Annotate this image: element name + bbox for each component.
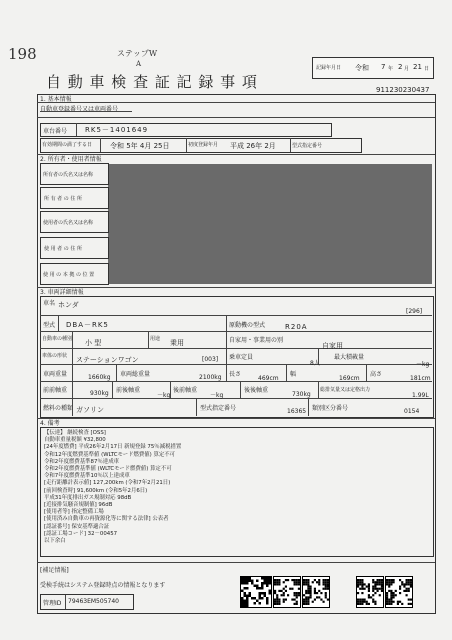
year-unit: 年: [388, 66, 394, 72]
front-axle-value: 930kg: [90, 390, 109, 397]
section4-heading: 4. 備考: [40, 420, 60, 427]
length-value: 469cm: [258, 375, 279, 382]
form-number-value: 16365: [287, 408, 307, 415]
model-label: 型式: [43, 322, 56, 329]
height-label: 高さ: [370, 371, 383, 378]
qr-code-3: [302, 576, 330, 608]
front-rear-axle-label: 前後軸重: [116, 387, 141, 394]
fuel-label: 燃料の種類: [43, 405, 74, 412]
max-load-value: －kg: [416, 361, 430, 368]
displacement-value: 1.99L: [412, 392, 429, 399]
car-name-label: 車名: [43, 300, 56, 307]
remarks-line: [使用者等] 指定整備工場: [44, 509, 104, 516]
capacity-value: 8人: [310, 360, 320, 367]
owner-info-redaction: [108, 164, 432, 284]
record-date-label: 記録年月日: [316, 65, 342, 71]
gross-weight-label: 車両総重量: [120, 371, 151, 378]
record-date-box: [312, 57, 434, 79]
expiry-value: 令和 5年 4月 25日: [110, 142, 170, 150]
handwritten-number: 198: [8, 45, 37, 63]
form-designation-label: 型式指定番号: [292, 143, 323, 149]
width-label: 幅: [290, 371, 297, 378]
front-axle-label: 前前軸重: [43, 387, 68, 394]
remarks-line: [24年度燃費] 平成26年2月17日 新規登録 75％減税措置: [44, 444, 182, 451]
owner-name-label: 所有者の氏名又は名称: [43, 172, 94, 178]
rear-rear-axle-value: 730kg: [292, 391, 311, 398]
handwritten-a: A: [136, 60, 142, 68]
fuel-value: ガソリン: [76, 406, 104, 414]
remarks-line: 平成31年度排出ガス規制対応 98dB: [44, 494, 132, 501]
use-value: 乗用: [170, 339, 184, 347]
management-id-label: 管理ID: [43, 600, 62, 607]
qr-code-5: [385, 576, 413, 608]
remarks-line: 自動車重量税額 ¥32,800: [44, 437, 106, 444]
model-value: DBA－RK5: [66, 321, 109, 329]
private-business-value: 自家用: [322, 342, 343, 350]
width-value: 169cm: [339, 375, 360, 382]
body-shape-value: ステーションワゴン: [76, 356, 139, 364]
qr-code-2: [273, 576, 301, 608]
footer-note: 受検手続はシステム登録時点の情報となります: [40, 582, 166, 589]
record-date-era: 令和: [355, 64, 369, 72]
user-name-label: 使用者の氏名又は名称: [43, 220, 94, 226]
rear-front-axle-value: －kg: [210, 392, 224, 399]
rear-rear-axle-label: 後後軸重: [244, 387, 269, 394]
first-reg-value: 平成 26年 2月: [230, 142, 276, 150]
remarks-line: [認証工場コード] 32－00457: [44, 530, 118, 537]
vehicle-weight-label: 車両重量: [43, 371, 68, 378]
info-heading: [補足情報]: [40, 567, 69, 574]
base-location-label: 使 用 の 本 拠 の 位 置: [43, 272, 95, 278]
qr-code-1: [240, 576, 272, 608]
vehicle-kind-value: 小 型: [85, 339, 102, 347]
remarks-line: [前回検査時] 91,600km (令和5年2月6日): [44, 487, 148, 494]
remarks-line: 令和2年度燃費基準値 (WLTCモード燃費値) 算定不可: [44, 466, 172, 473]
month-unit: 月: [404, 66, 410, 72]
front-rear-axle-value: －kg: [157, 392, 171, 399]
remarks-line: [近接排気騒音規制値] 96dB: [44, 502, 113, 509]
capacity-label: 乗車定員: [229, 354, 254, 361]
management-id-value: 79463EM505740: [68, 598, 119, 605]
expiry-label: 有効期間の満了する日: [42, 142, 93, 148]
remarks-line: 以下余白: [44, 538, 66, 545]
document-number: 911230230437: [376, 86, 430, 94]
record-date-year: 7: [381, 63, 386, 71]
remarks-line: 令和12年度燃費基準値 (WLTCモード燃費値) 算定不可: [44, 451, 176, 458]
height-value: 181cm: [410, 375, 431, 382]
private-business-label: 自家用・事業用の別: [229, 337, 284, 344]
reg-number-label: 自動車登録番号又は車両番号: [40, 106, 119, 113]
engine-label: 原動機の型式: [229, 322, 266, 329]
section3-heading: 3. 車両詳細情報: [40, 289, 84, 296]
body-shape-code: [003]: [202, 356, 219, 363]
class-number-value: 0154: [404, 408, 420, 415]
management-id-box: [40, 594, 134, 610]
chassis-label: 車台番号: [43, 128, 68, 135]
remarks-line: [使用済み自動車の再資源化等に関する法律] 公表者: [44, 516, 169, 523]
chassis-row: [40, 123, 332, 137]
use-label: 用途: [150, 336, 161, 342]
record-date-month: 2: [398, 63, 403, 71]
owner-address-label: 所 有 者 の 住 所: [44, 196, 82, 202]
remarks-line: 令和7年度燃費基準10％以上達成車: [44, 473, 130, 480]
class-number-label: 類別区分番号: [312, 405, 349, 412]
remarks-box: [40, 427, 434, 557]
car-name-value: ホンダ: [58, 301, 79, 309]
user-address-label: 使 用 者 の 住 所: [44, 246, 82, 252]
remarks-list: [44, 430, 181, 545]
remarks-line: [認証番号] 保安基準適合証: [44, 523, 110, 530]
car-name-code: [296]: [406, 308, 423, 315]
remarks-line: [走行距離計表示値] 127,200km (令和7年2月21日): [44, 480, 171, 487]
page-title: 自 動 車 検 査 証 記 録 事 項: [46, 73, 258, 91]
form-number-label: 型式指定番号: [200, 405, 237, 412]
length-label: 長さ: [229, 371, 242, 378]
gross-weight-value: 2100kg: [199, 374, 222, 381]
remarks-line: 【伝達】 継続検査 [OSS]: [44, 430, 106, 436]
day-unit: 日: [424, 66, 430, 72]
displacement-label: 総排気量又は定格出力: [320, 387, 371, 393]
remarks-line: 令和2年度燃費基準87％達成車: [44, 458, 119, 465]
vehicle-weight-value: 1660kg: [88, 374, 111, 381]
vehicle-kind-label: 自動車の種別: [42, 336, 73, 342]
engine-value: R20A: [285, 323, 308, 331]
rear-front-axle-label: 後前軸重: [173, 387, 198, 394]
first-reg-label: 初度登録年月: [188, 142, 219, 148]
max-load-label: 最大積載量: [334, 354, 365, 361]
handwritten-step: ステップW: [117, 49, 158, 58]
section1-heading: 1. 基本情報: [40, 96, 72, 103]
section2-heading: 2. 所有者・使用者情報: [40, 156, 102, 163]
chassis-value: RK5－1401649: [85, 126, 149, 134]
qr-code-4: [356, 576, 384, 608]
record-date-day: 21: [413, 63, 422, 71]
body-shape-label: 車体の形状: [42, 353, 68, 359]
